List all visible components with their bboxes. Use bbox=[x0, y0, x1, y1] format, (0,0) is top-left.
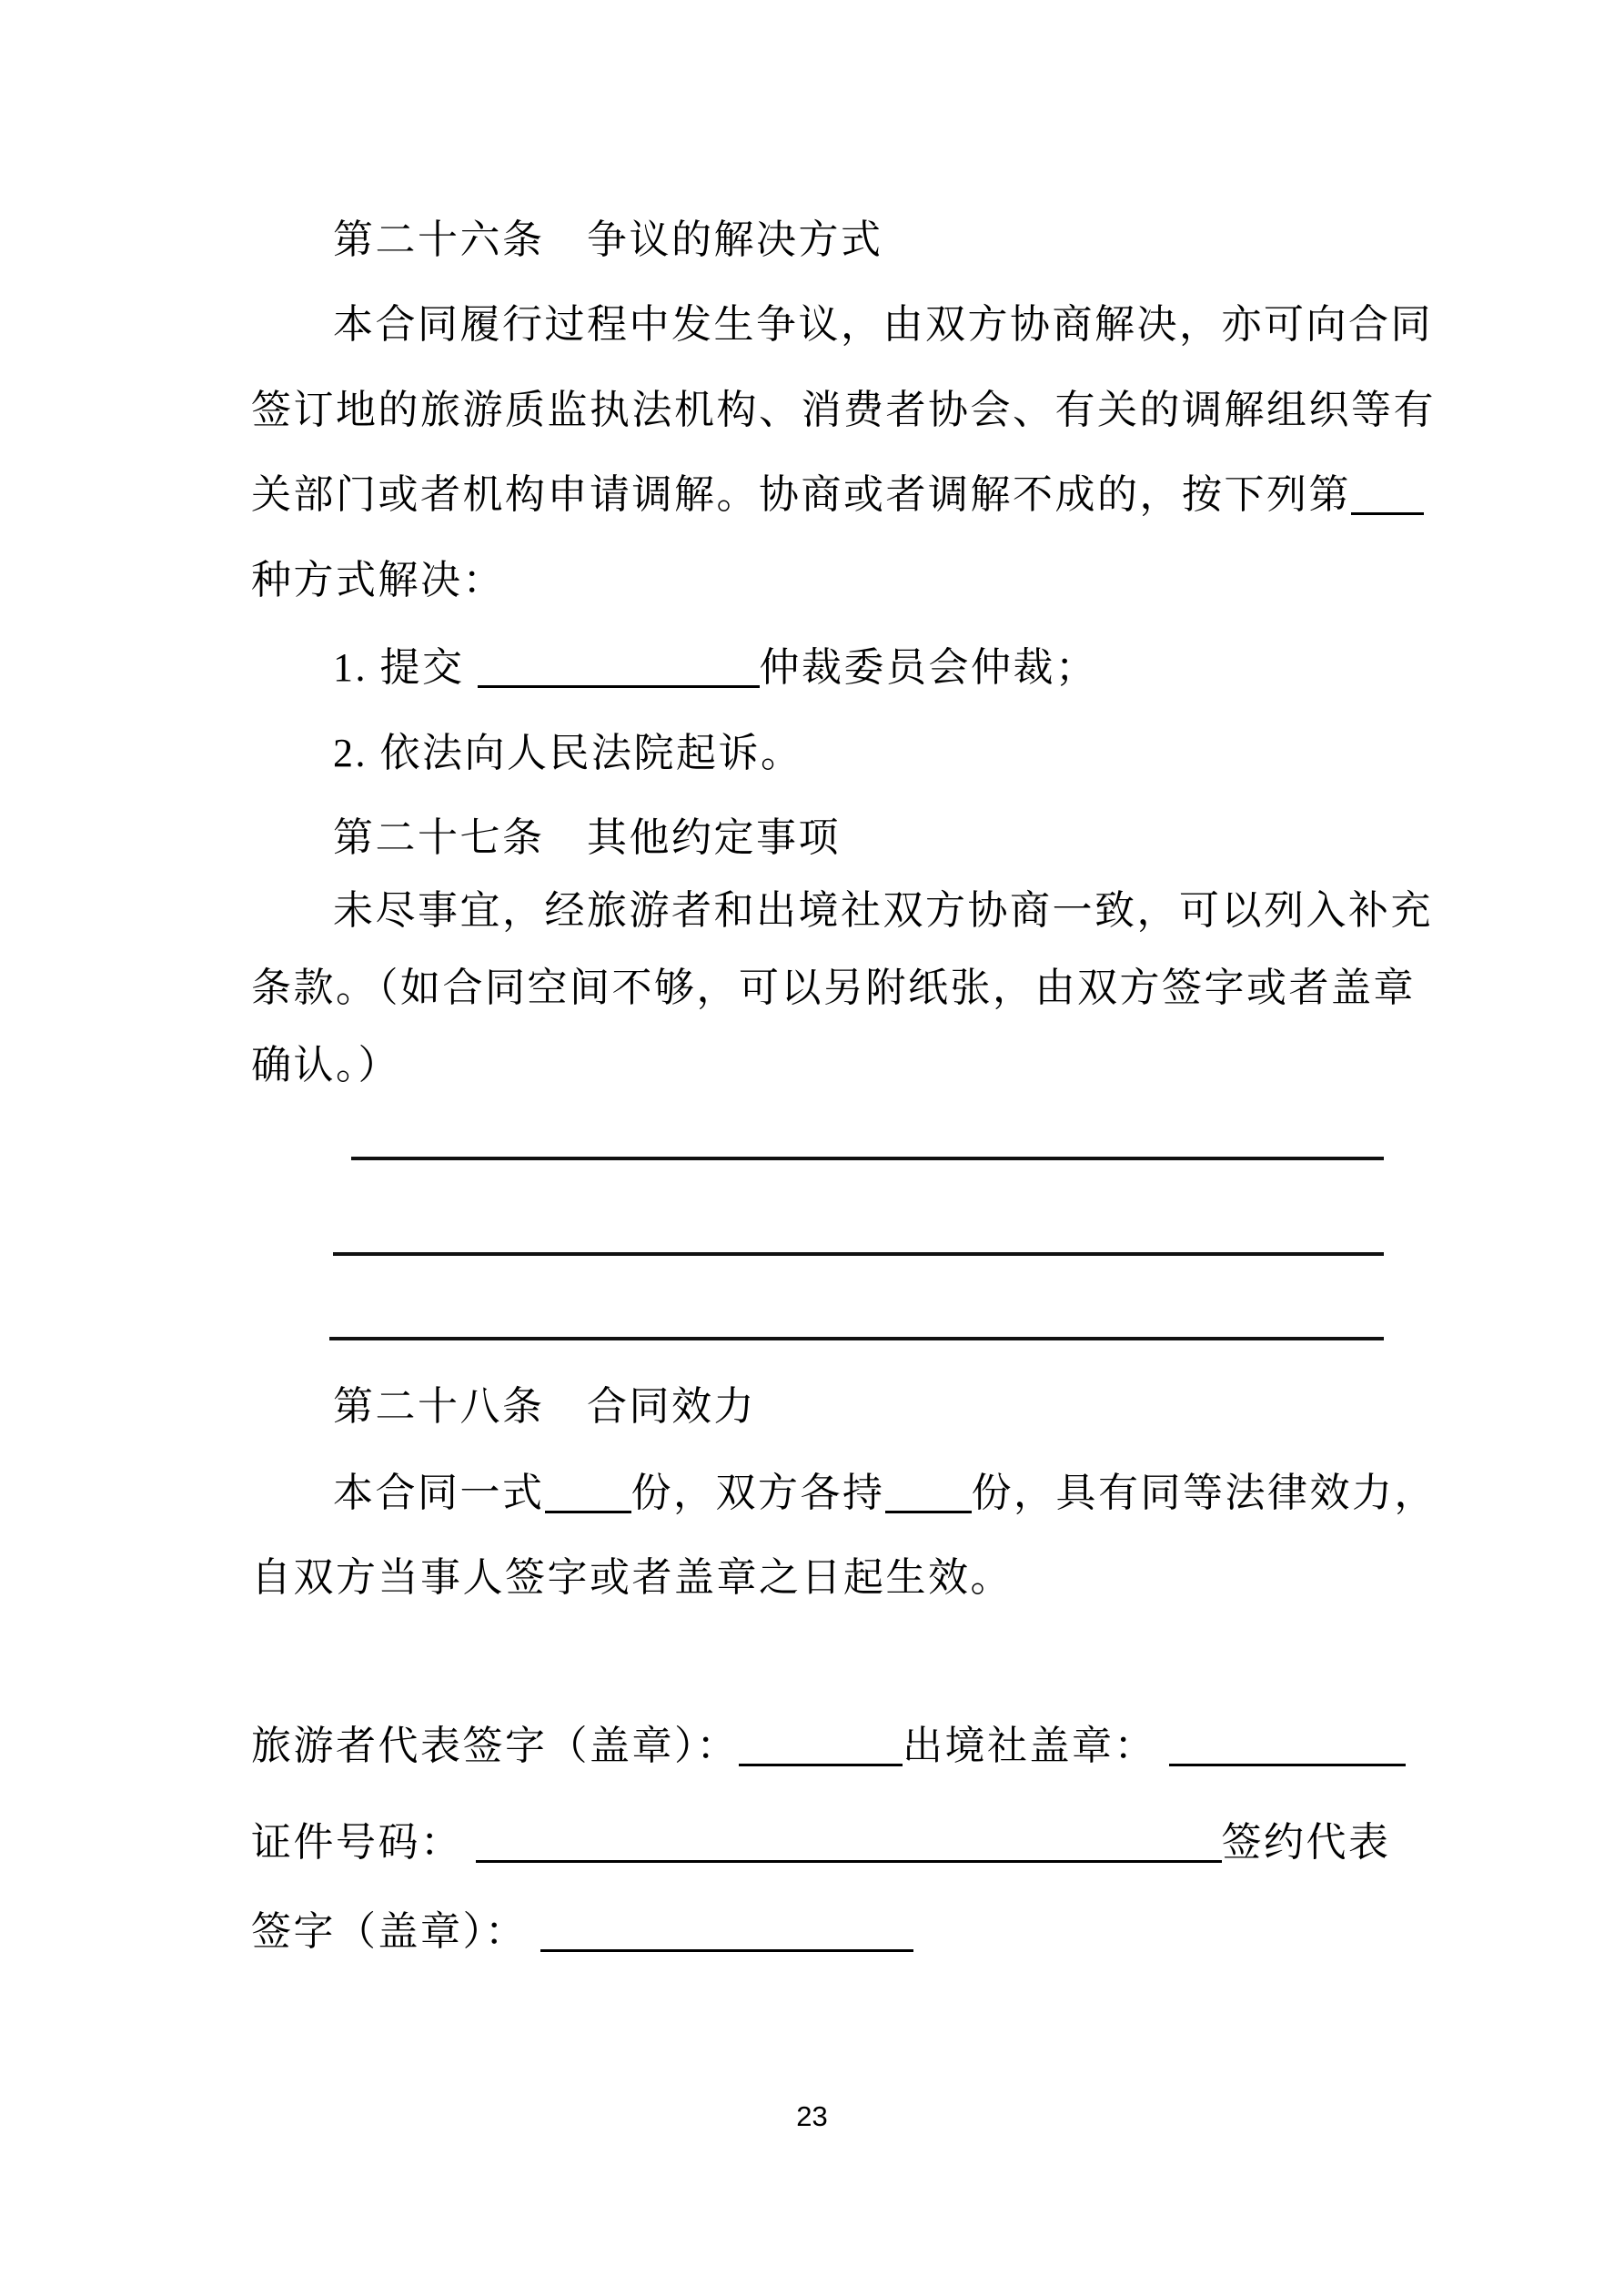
signature-line-id-number bbox=[251, 1815, 1391, 1871]
id-number-blank bbox=[476, 1818, 1222, 1863]
paragraph-text: 本合同一式 bbox=[333, 1471, 545, 1515]
paragraph-text: 自双方当事人签字或者盖章之日起生效。 bbox=[251, 1555, 1013, 1600]
article-27-paragraph-line-2 bbox=[251, 960, 1416, 1017]
article-27-paragraph-line-3 bbox=[251, 1037, 400, 1094]
page-number: 23 bbox=[796, 2100, 828, 2132]
paragraph-text: 关部门或者机构申请调解。协商或者调解不成的，按下列第 bbox=[251, 472, 1351, 517]
paragraph-text: 条款。（如合同空间不够，可以另附纸张，由双方签字或者盖章 bbox=[251, 966, 1416, 1010]
signing-representative-label: 签约代表 bbox=[1221, 1820, 1391, 1865]
id-number-label: 证件号码： bbox=[251, 1820, 463, 1865]
item-text: 2. 依法向人民法院起诉。 bbox=[333, 731, 803, 775]
item-text: 1. 提交 bbox=[333, 645, 465, 690]
dispute-method-number-blank bbox=[1351, 470, 1424, 515]
article-26-heading-text: 第二十六条 争议的解决方式 bbox=[333, 217, 883, 262]
paragraph-text: 本合同履行过程中发生争议，由双方协商解决，亦可向合同 bbox=[333, 302, 1433, 347]
paragraph-text: 未尽事宜，经旅游者和出境社双方协商一致，可以列入补充 bbox=[333, 888, 1433, 933]
article-28-paragraph-line-1 bbox=[333, 1465, 1437, 1522]
representative-signature-blank bbox=[540, 1907, 913, 1952]
representative-signature-label: 签字（盖章）： bbox=[251, 1909, 528, 1954]
arbitration-committee-blank bbox=[478, 643, 760, 688]
copies-total-blank bbox=[545, 1469, 631, 1513]
paragraph-text: 份，具有同等法律效力， bbox=[971, 1471, 1437, 1515]
article-26-item-1 bbox=[333, 640, 1098, 696]
article-26-heading bbox=[333, 212, 883, 268]
article-28-heading bbox=[333, 1379, 756, 1435]
item-text: 仲裁委员会仲裁； bbox=[759, 645, 1098, 690]
supplementary-terms-blank-line-2 bbox=[333, 1252, 1384, 1256]
paragraph-text: 份，双方各持 bbox=[630, 1471, 885, 1515]
article-26-item-2 bbox=[333, 725, 803, 782]
supplementary-terms-blank-line-1 bbox=[351, 1157, 1384, 1160]
paragraph-text: 确认。） bbox=[251, 1043, 400, 1087]
traveler-signature-label: 旅游者代表签字（盖章）： bbox=[251, 1724, 739, 1768]
supplementary-terms-blank-line-3 bbox=[329, 1337, 1384, 1340]
copies-each-blank bbox=[885, 1469, 972, 1513]
article-26-paragraph-line-3 bbox=[251, 467, 1424, 523]
signature-line-traveler bbox=[251, 1718, 1406, 1775]
article-26-paragraph-line-4 bbox=[251, 552, 505, 609]
signature-line-representative bbox=[251, 1904, 913, 1960]
agency-seal-blank bbox=[1169, 1722, 1406, 1766]
article-26-paragraph-line-2 bbox=[251, 382, 1436, 439]
article-27-heading-text: 第二十七条 其他约定事项 bbox=[333, 815, 841, 860]
article-28-heading-text: 第二十八条 合同效力 bbox=[333, 1384, 756, 1429]
paragraph-text: 种方式解决： bbox=[251, 558, 505, 602]
article-27-paragraph-line-1 bbox=[333, 883, 1433, 939]
agency-seal-label: 出境社盖章： bbox=[903, 1724, 1156, 1768]
paragraph-text: 签订地的旅游质监执法机构、消费者协会、有关的调解组织等有 bbox=[251, 388, 1436, 432]
article-27-heading bbox=[333, 810, 841, 866]
article-26-paragraph-line-1 bbox=[333, 297, 1433, 353]
article-28-paragraph-line-2 bbox=[251, 1550, 1013, 1606]
traveler-signature-blank bbox=[739, 1722, 903, 1766]
